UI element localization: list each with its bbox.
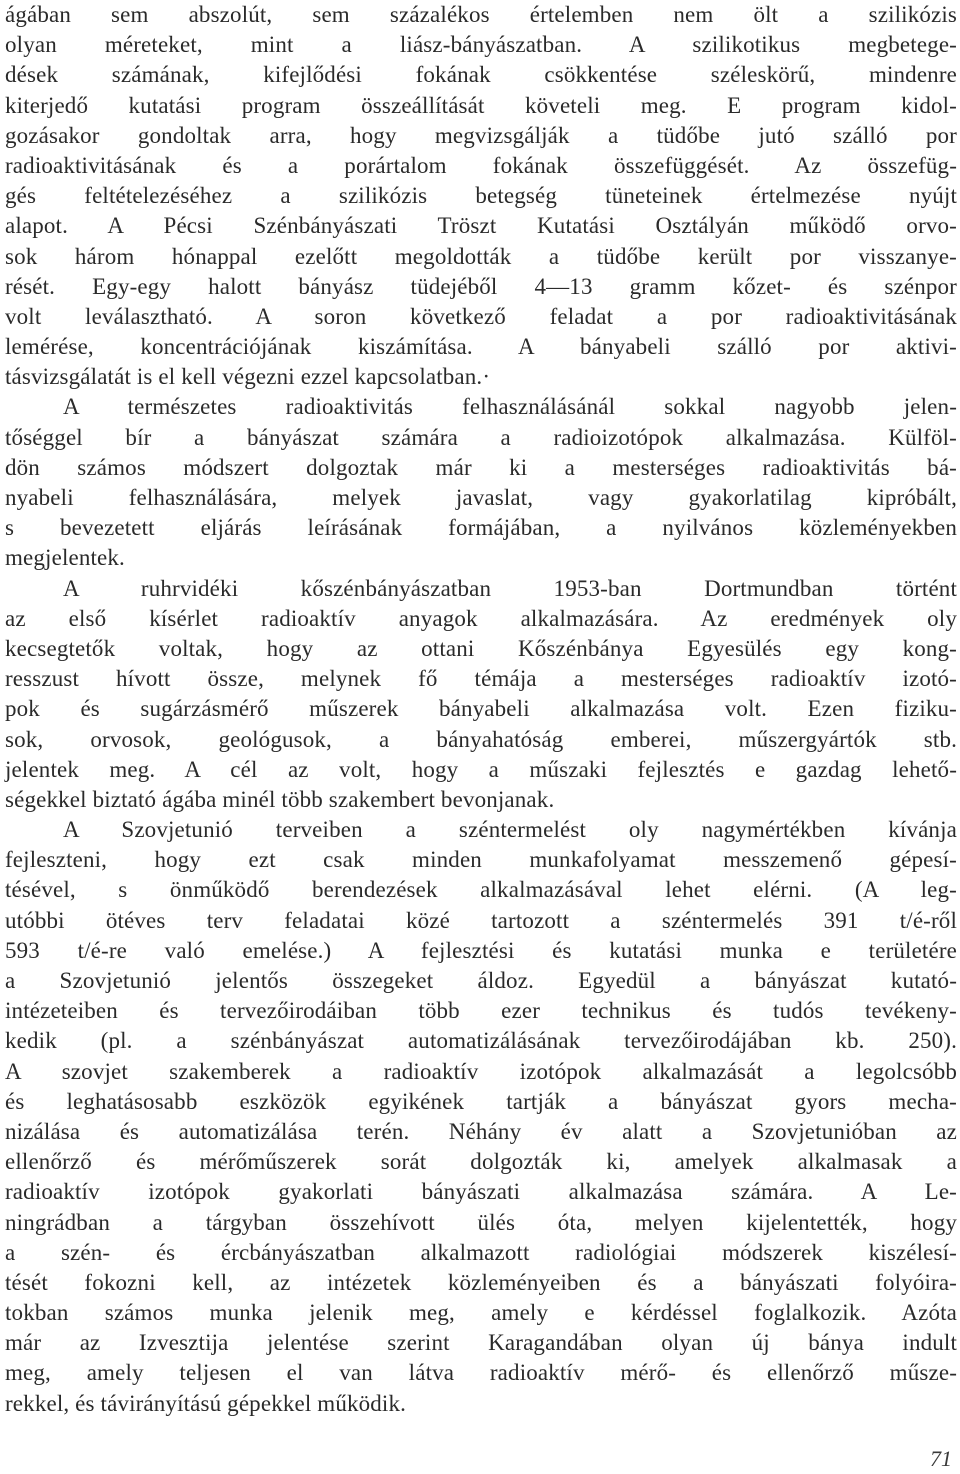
text-line: nyabeli felhasználására, melyek javaslat, vagy gyakorlatilag kipróbált, [5,485,957,510]
text-line: nizálása és automatizálása terén. Néhány év alatt a Szovjetunióban az [5,1118,957,1144]
body-text [5,0,957,1419]
text-line: a Szovjetunió jelentős összegeket áldoz. Egyedül a bányászat kutató- [5,968,957,993]
text-line: resszust hívott össze, melynek fő témája a mesterséges radioaktív izotó- [5,666,957,692]
text-line: ningrádban a tárgyban összehívott ülés óta, melyen kijelentették, hogy [5,1209,957,1235]
paragraph-start-line: A természetes radioaktivitás felhasználásánál sokkal nagyobb jelen- [63,394,957,420]
text-line: olyan méreteket, mint a liász-bányászatban. A szilikotikus megbetege- [5,32,957,58]
text-line: ellenőrző és mérőműszerek sorát dolgozták ki, amelyek alkalmasak a [5,1149,957,1175]
text-line: utóbbi ötéves terv feladatai közé tartozott a széntermelés 391 t/é-ről [5,907,957,933]
text-line: és leghatásosabb eszközök egyikének tartják a bányászat gyors mecha- [5,1088,957,1114]
text-line: kedik (pl. a szénbányászat automatizálásának tervezőirodájában kb. 250). [5,1028,957,1054]
page-number: 71 [930,1446,952,1471]
text-line: radioaktív izotópok gyakorlati bányászati alkalmazása számára. A Le- [5,1179,957,1205]
text-line: megjelentek. [5,545,125,571]
text-line: 593 t/é-re való emelése.) A fejlesztési és kutatási munka e területére [5,937,957,963]
text-line: a szén- és ércbányászatban alkalmazott radiológiai módszerek kiszélesí- [5,1239,957,1265]
text-line: tokban számos munka jelenik meg, amely e kérdéssel foglalkozik. Azóta [5,1300,957,1326]
text-line: tésével, s önműködő berendezések alkalmazásával lehet elérni. (A leg- [5,877,957,903]
text-line: sok, orvosok, geológusok, a bányahatóság emberei, műszergyártók stb. [5,726,957,752]
text-line: intézeteiben és tervezőirodáiban több ezer technikus és tudós tevékeny- [5,998,957,1024]
text-line: tését fokozni kell, az intézetek közleményeiben és a bányászati folyóira- [5,1269,957,1295]
paragraph-start-line: A Szovjetunió terveiben a széntermelést oly nagymértékben kívánja [63,817,957,843]
text-line: fejleszteni, hogy ezt csak minden munkafolyamat messzemenő gépesí- [5,847,957,873]
text-line: s bevezetett eljárás leírásának formájában, a nyilvános közleményekben [5,515,957,541]
text-line: lemérése, koncentrációjának kiszámítása. A bányabeli szálló por aktivi- [5,334,957,360]
text-line: meg, amely teljesen el van látva radioaktív mérő- és ellenőrző műsze- [5,1360,957,1386]
text-line: volt leválasztható. A soron következő feladat a por radioaktivitásának [5,303,957,329]
text-line: kiterjedő kutatási program összeállítását követeli meg. E program kidol- [5,92,957,118]
text-line: radioaktivitásának és a porártalom fokának összefüggését. Az összefüg- [5,152,957,178]
text-line: dön számos módszert dolgoztak már ki a mesterséges radioaktivitás bá- [5,454,957,480]
text-line: dések számának, kifejlődési fokának csökkentése széleskörű, mindenre [5,62,957,88]
text-line: pok és sugárzásmérő műszerek bányabeli alkalmazása volt. Ezen fiziku- [5,696,957,722]
text-line: ségekkel biztató ágába minél több szakembert bevonjanak. [5,786,555,812]
text-line: tőséggel bír a bányászat számára a radioizotópok alkalmazása. Külföl- [5,424,957,450]
text-line: gés feltételezéséhez a szilikózis betegség tüneteinek értelmezése nyújt [5,183,957,209]
text-line: sok három hónappal ezelőtt megoldották a tüdőbe került por visszanye- [5,243,957,269]
text-line: kecsegtetők voltak, hogy az ottani Kőszénbánya Egyesülés egy kong- [5,635,957,661]
text-line: jelentek meg. A cél az volt, hogy a műszaki fejlesztés e gazdag lehető- [5,756,957,782]
text-line: alapot. A Pécsi Szénbányászati Tröszt Kutatási Osztályán működő orvo- [5,213,957,239]
text-line: már az Izvesztija jelentése szerint Karagandában olyan új bánya indult [5,1330,957,1356]
text-line: ágában sem abszolút, sem százalékos értelemben nem ölt a szilikózis [5,2,957,27]
paragraph-start-line: A ruhrvidéki kőszénbányászatban 1953-ban Dortmundban történt [63,575,957,601]
text-line: tásvizsgálatát is el kell végezni ezzel kapcsolatban.· [5,364,491,390]
text-line: rését. Egy-egy halott bányász tüdejéből 4—13 gramm kőzet- és szénpor [5,273,957,299]
text-line: az első kísérlet radioaktív anyagok alkalmazására. Az eredmények oly [5,605,957,631]
text-line: rekkel, és távirányítású gépekkel működik. [5,1390,407,1416]
text-line: A szovjet szakemberek a radioaktív izotópok alkalmazását a legolcsóbb [5,1058,957,1084]
text-line: gozásakor gondoltak arra, hogy megvizsgálják a tüdőbe jutó szálló por [5,122,957,148]
